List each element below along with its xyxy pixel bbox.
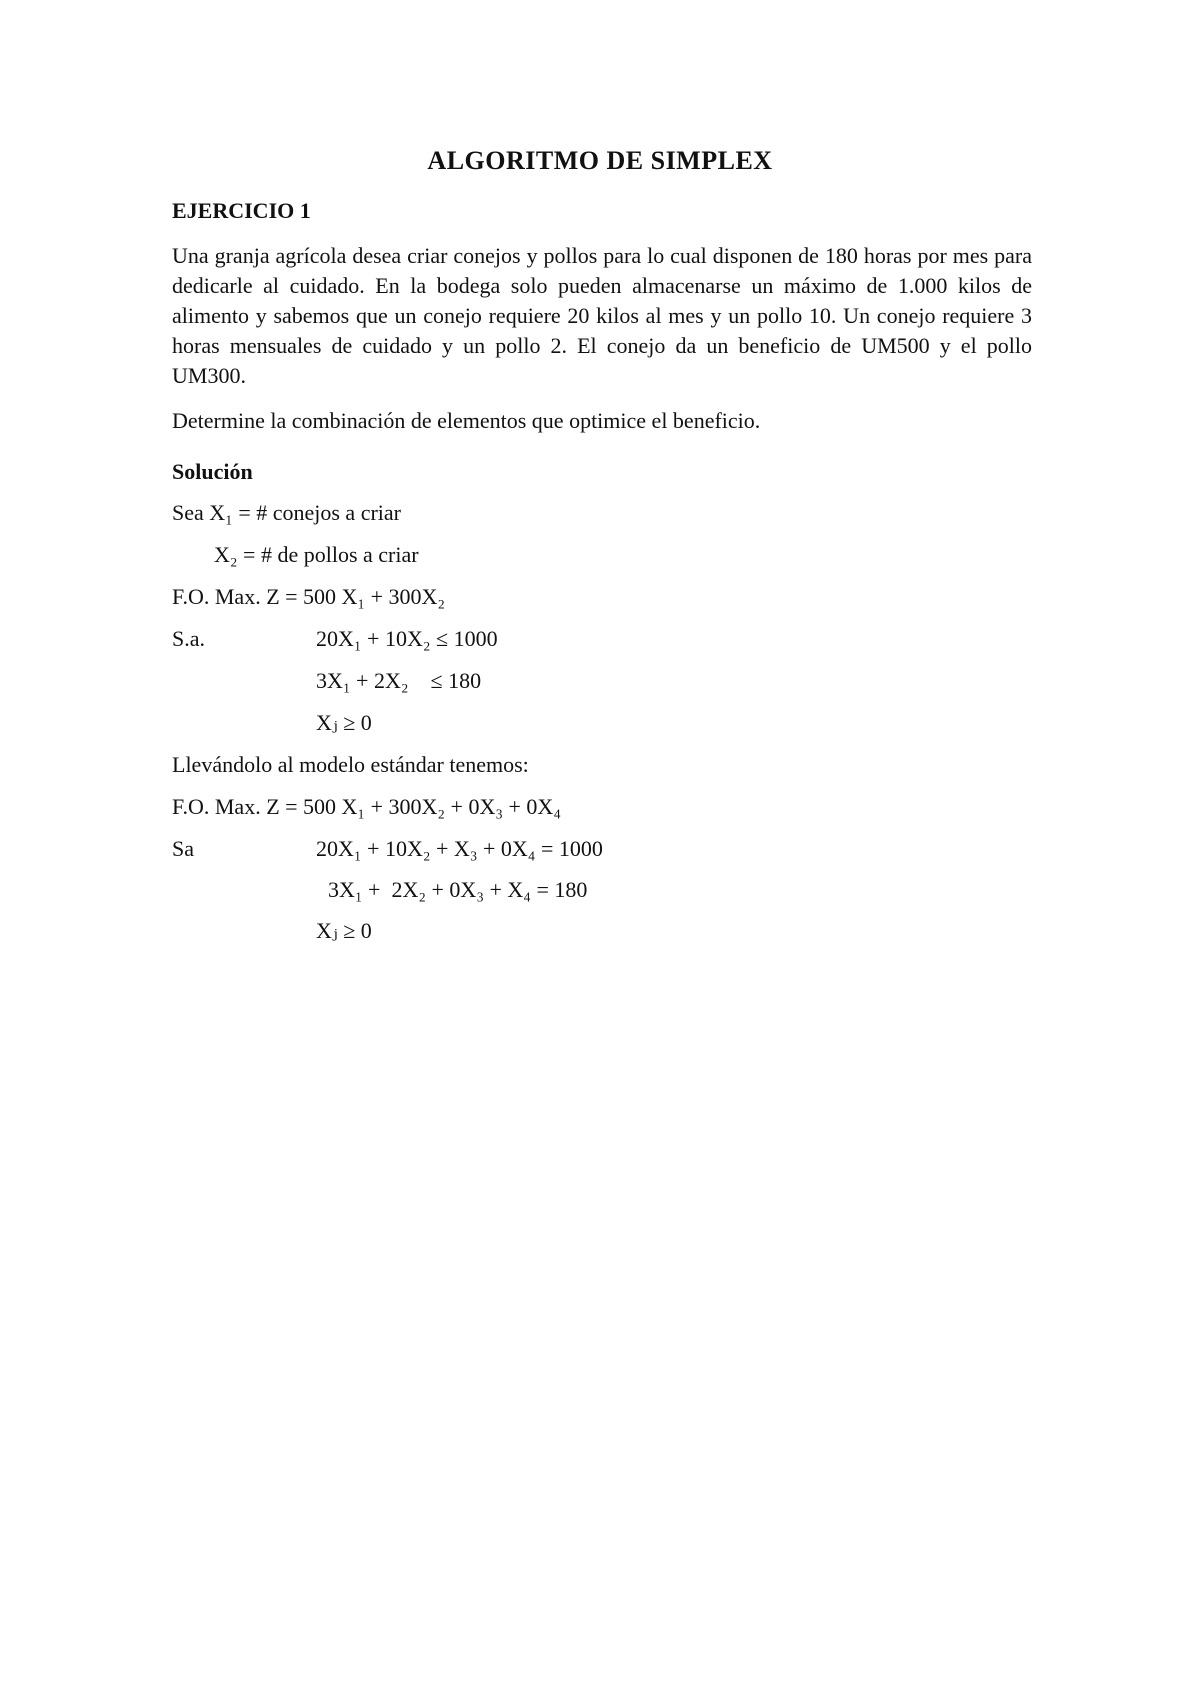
standard-constraint-1: 20X₁ + 10X₂ + X₃ + 0X₄ = 1000 (316, 836, 603, 861)
question-paragraph: Determine la combinación de elementos que optimice el beneficio. (172, 408, 761, 433)
exercise-heading: EJERCICIO 1 (172, 198, 311, 223)
problem-paragraph: Una granja agrícola desea criar conejos y pollos para lo cual disponen de 180 horas por mes para dedicarle al cuidado. En la bodega solo pueden almacenarse un máximo de 1.000 kilos de alimento y sabemos que un conejo requiere 20 kilos al mes y un pollo 10. Un conejo requiere 3 horas mensuales de cuidado y un pollo 2. El conejo da un beneficio de UM500 y el pollo UM300. (172, 243, 1032, 388)
standard-subject-to-label: Sa (172, 836, 194, 861)
objective-function: F.O. Max. Z = 500 X₁ + 300X₂ (172, 584, 446, 609)
standard-constraint-2: 3X₁ + 2X₂ + 0X₃ + X₄ = 180 (328, 877, 588, 902)
solution-heading: Solución (172, 459, 253, 484)
standard-objective-function: F.O. Max. Z = 500 X₁ + 300X₂ + 0X₃ + 0X₄ (172, 794, 561, 819)
standard-model-intro: Llevándolo al modelo estándar tenemos: (172, 752, 529, 777)
subject-to-label: S.a. (172, 626, 205, 651)
nonnegativity-constraint: Xⱼ ≥ 0 (316, 710, 372, 735)
variable-x1-definition: Sea X₁ = # conejos a criar (172, 500, 401, 525)
constraint-2: 3X₁ + 2X₂ ≤ 180 (316, 668, 482, 693)
standard-nonnegativity-constraint: Xⱼ ≥ 0 (316, 918, 372, 943)
constraint-1: 20X₁ + 10X₂ ≤ 1000 (316, 626, 498, 651)
variable-x2-definition: X₂ = # de pollos a criar (214, 542, 419, 567)
page-title: ALGORITMO DE SIMPLEX (427, 146, 773, 175)
